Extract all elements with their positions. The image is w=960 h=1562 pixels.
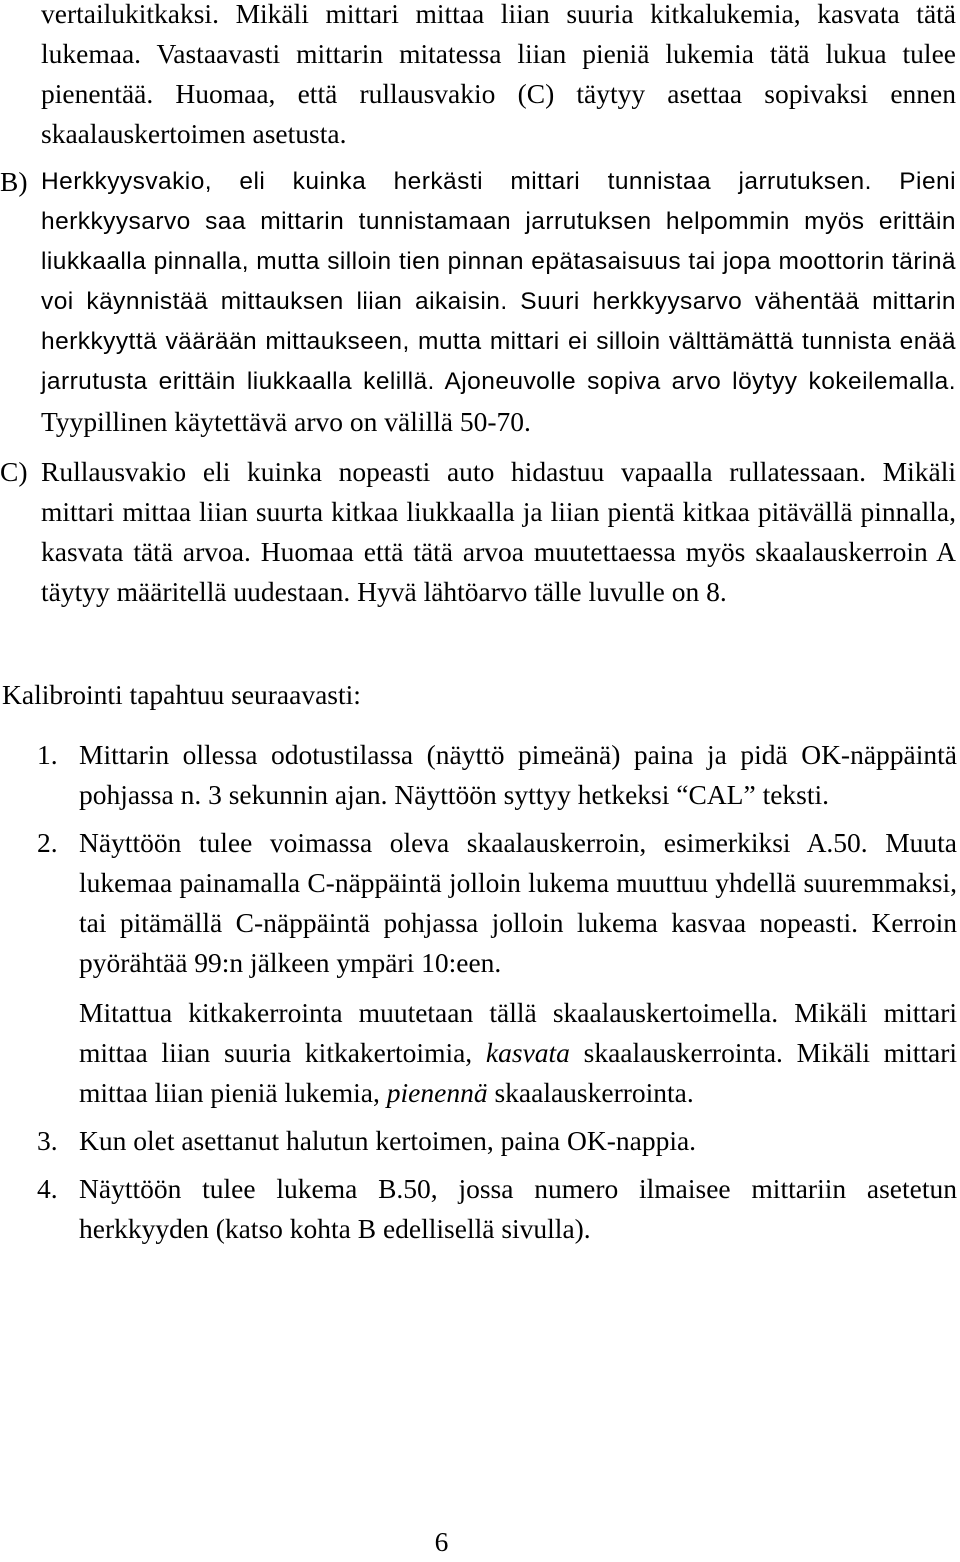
step-2-note xyxy=(79,993,957,1113)
intro-paragraph: vertailukitkaksi. Mikäli mittari mittaa liian suuria kitkalukemia, kasvata tätä lukemaa. Vastaavasti mittarin mitatessa liian pieniä lukemia tätä lukua tulee pienentää. Huomaa, että rullausvakio (C) täytyy asettaa sopivaksi ennen skaalauskertoimen asetusta. xyxy=(41,0,956,149)
item-b-marker: B) xyxy=(0,166,28,197)
step-2-text: Näyttöön tulee voimassa oleva skaalauskerroin, esimerkiksi A.50. Muuta lukemaa painamalla C-näppäintä jolloin lukema muuttuu yhdellä suuremmaksi, tai pitämällä C-näppäintä pohjassa jolloin lukema kasvaa nopeasti. Kerroin pyörähtää 99:n jälkeen ympäri 10:een. xyxy=(79,827,957,978)
step-4-marker: 4. xyxy=(37,1173,58,1204)
step-2-marker: 2. xyxy=(37,827,58,858)
step-1-marker: 1. xyxy=(37,739,58,770)
page-number: 6 xyxy=(434,1526,449,1557)
step-3-text: Kun olet asettanut halutun kertoimen, paina OK-nappia. xyxy=(79,1125,697,1156)
step-1 xyxy=(37,735,957,815)
calibration-steps xyxy=(0,735,960,1249)
step-1-text: Mittarin ollessa odotustilassa (näyttö pimeänä) paina ja pidä OK-näppäintä pohjassa n. 3 sekunnin ajan. Näyttöön syttyy hetkeksi “CAL” teksti. xyxy=(79,739,957,810)
step-2-note-emph-increase: kasvata xyxy=(485,1037,570,1068)
item-b xyxy=(0,162,956,444)
item-b-text-tail: Tyypillinen käytettävä arvo on välillä 50-70. xyxy=(41,406,531,437)
item-c xyxy=(0,452,956,612)
item-c-marker: C) xyxy=(0,456,28,487)
step-2-note-part3: skaalauskerrointa. xyxy=(494,1077,694,1108)
step-3-marker: 3. xyxy=(37,1125,58,1156)
step-2-note-part2: skaalauskerrointa. Mikäli mittari mittaa liian pieniä lukemia, xyxy=(79,1037,957,1108)
step-2 xyxy=(37,823,957,983)
item-c-text: Rullausvakio eli kuinka nopeasti auto hidastuu vapaalla rullatessaan. Mikäli mittari mittaa liian suurta kitkaa liukkaalla ja liian pientä kitkaa pitävällä pinnalla, kasvata tätä arvoa. Huomaa että tätä arvoa muutettaessa myös skaalauskerroin A täytyy määritellä uudestaan. Hyvä lähtöarvo tälle luvulle on 8. xyxy=(41,456,956,607)
calibration-heading: Kalibrointi tapahtuu seuraavasti: xyxy=(2,679,361,710)
step-4 xyxy=(37,1169,957,1249)
step-4-text: Näyttöön tulee lukema B.50, jossa numero ilmaisee mittariin asetetun herkkyyden (katso kohta B edellisellä sivulla). xyxy=(79,1173,957,1244)
item-b-text: Herkkyysvakio, eli kuinka herkästi mittari tunnistaa jarrutuksen. Pieni herkkyysarvo saa mittarin tunnistamaan jarrutuksen helpommin myös erittäin liukkaalla pinnalla, mutta silloin tien pinnan epätasaisuus tai jopa moottorin tärinä voi käynnistää mittauksen liian aikaisin. Suuri herkkyysarvo vähentää mittarin herkkyyttä väärään mittaukseen, mutta mittari ei silloin välttämättä tunnista enää jarrutusta erittäin liukkaalla kelillä. Ajoneuvolle sopiva arvo löytyy kokeilemalla. xyxy=(41,168,956,395)
step-2-note-part1: Mitattua kitkakerrointa muutetaan tällä skaalauskertoimella. Mikäli mittari mittaa liian suuria kitkakertoimia, xyxy=(79,997,957,1068)
step-3 xyxy=(37,1121,957,1161)
step-2-note-emph-decrease: pienennä xyxy=(386,1077,488,1108)
